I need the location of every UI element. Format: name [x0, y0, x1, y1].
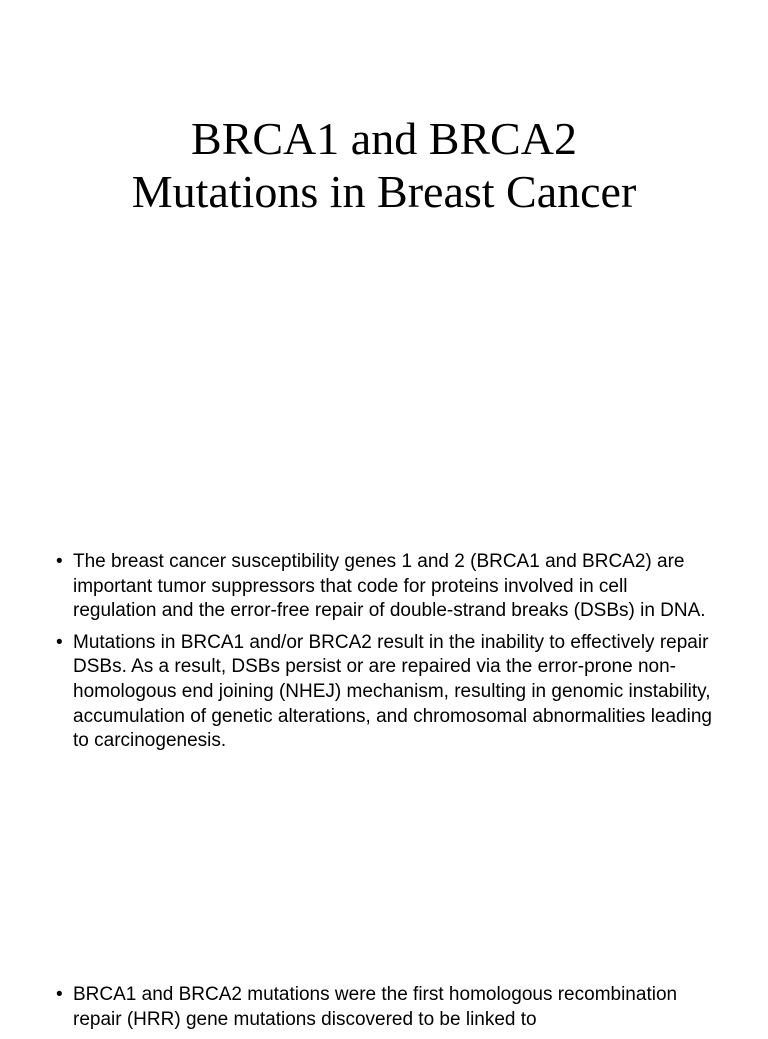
bullet-list-continued [56, 983, 716, 1039]
bullet-list [56, 550, 716, 761]
slide-title-line-1: BRCA1 and BRCA2 [191, 113, 577, 164]
slide-title-line-2: Mutations in Breast Cancer [131, 166, 637, 217]
bullet-marker: • [56, 631, 63, 653]
bullet-item [56, 631, 716, 754]
bullet-item [56, 983, 716, 1032]
bullet-marker: • [56, 551, 63, 572]
bullet-marker: • [56, 984, 63, 1005]
bullet-text: The breast cancer susceptibility genes 1 and 2 (BRCA1 and BRCA2) are important tumor suppressors that code for proteins involved in cell regulation and the error-free repair of double-strand breaks (DSBs) in DNA. [73, 551, 706, 622]
bullet-text: BRCA1 and BRCA2 mutations were the first homologous recombination repair (HRR) gene mutations discovered to be linked to [73, 984, 678, 1030]
slide-title [0, 112, 768, 218]
bullet-item [56, 550, 716, 624]
bullet-text: Mutations in BRCA1 and/or BRCA2 result in the inability to effectively repair DSBs. As a result, DSBs persist or are repaired via the error-prone non-homologous end joining (NHEJ) mechanism, resulting in genomic instability, accumulation of genetic alterations, and chromosomal abnormalities leading to carcinogenesis. [73, 631, 712, 752]
